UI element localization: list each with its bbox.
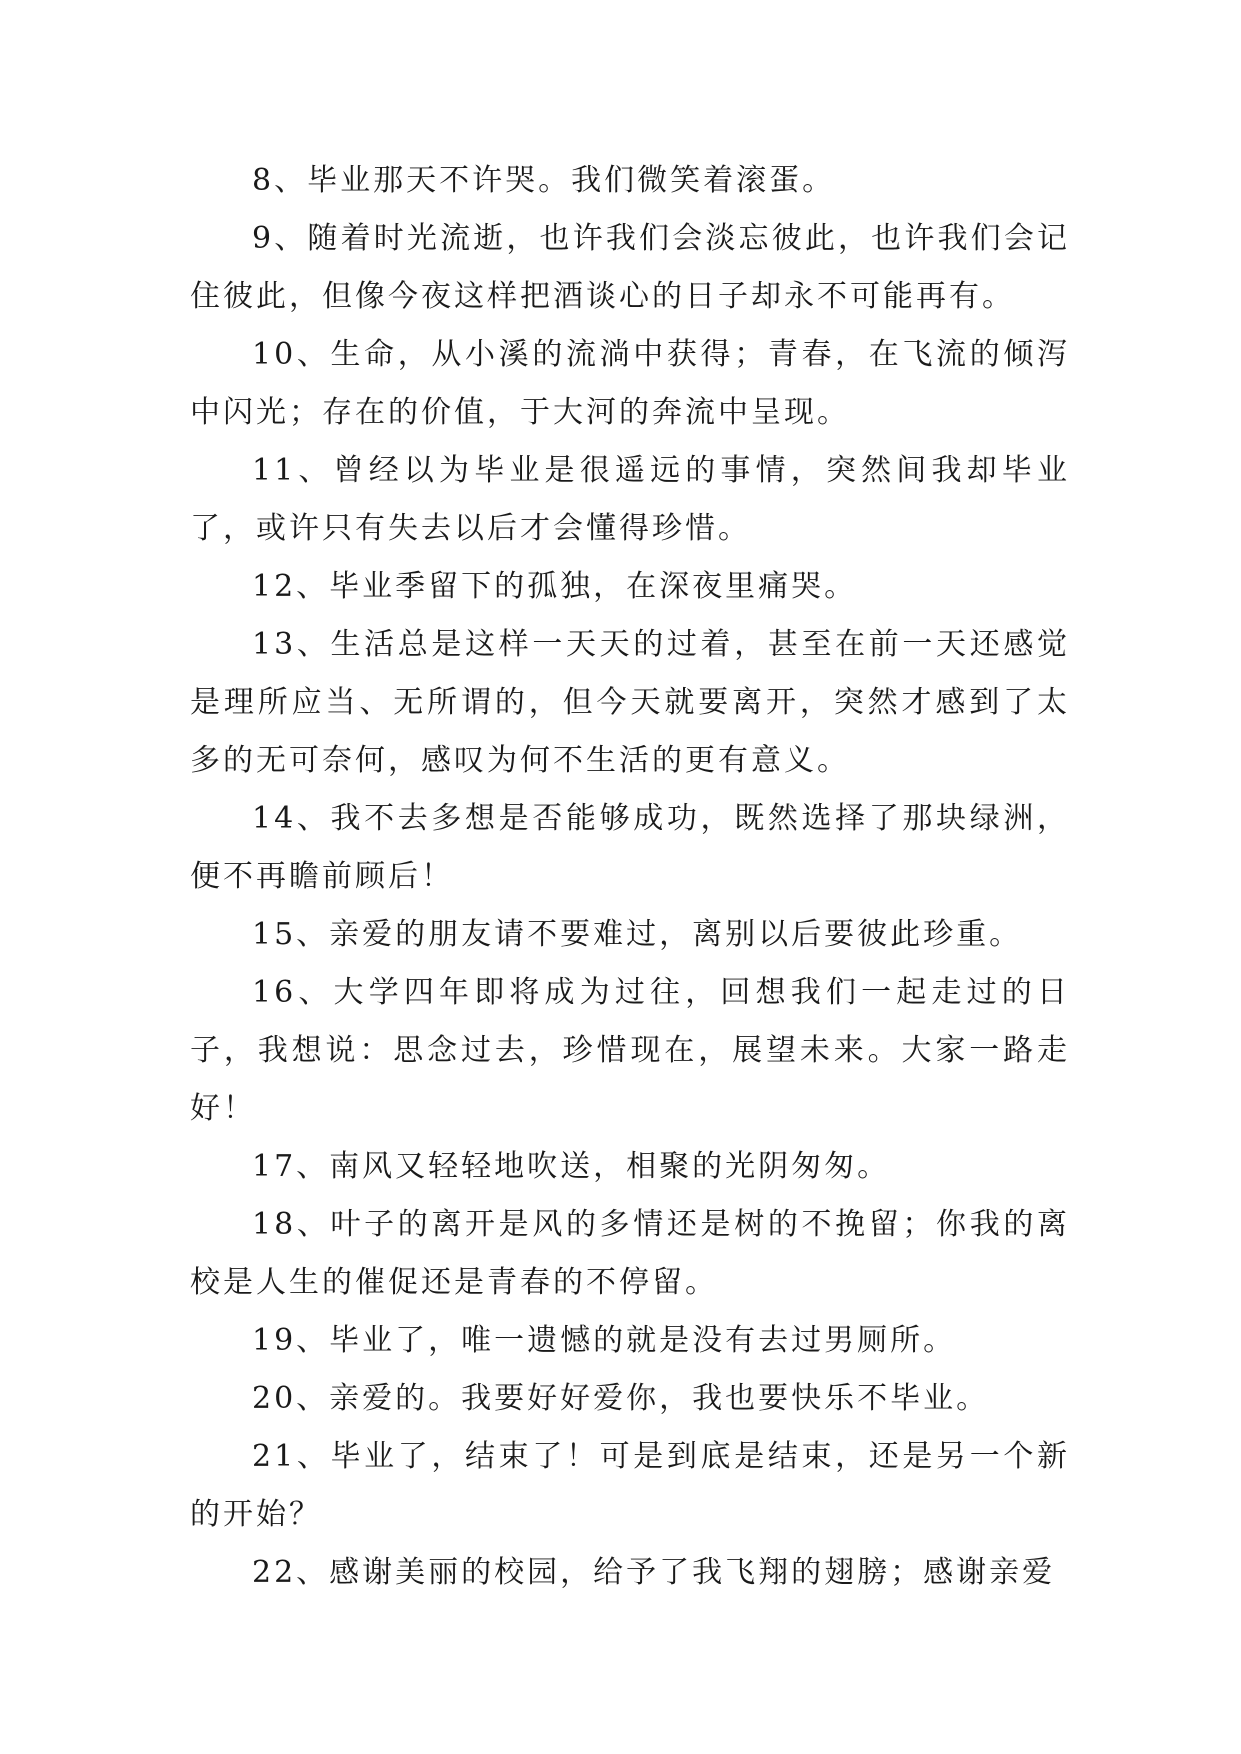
paragraph-19: 19、毕业了，唯一遗憾的就是没有去过男厕所。: [252, 1323, 957, 1358]
paragraph-10: 10、生命，从小溪的流淌中获得；青春，在飞流的倾泻中闪光；存在的价值，于大河的奔流中呈现。: [190, 337, 1070, 430]
paragraph-15: 15、亲爱的朋友请不要难过，离别以后要彼此珍重。: [252, 917, 1023, 952]
paragraph-8: 8、毕业那天不许哭。我们微笑着滚蛋。: [252, 163, 836, 198]
paragraph-20: 20、亲爱的。我要好好爱你，我也要快乐不毕业。: [252, 1381, 990, 1416]
paragraph-16: 16、大学四年即将成为过往，回想我们一起走过的日子，我想说：思念过去，珍惜现在，展望未来。大家一路走好！: [190, 975, 1070, 1126]
paragraph-22: 22、感谢美丽的校园，给予了我飞翔的翅膀；感谢亲爱: [252, 1555, 1056, 1590]
paragraph-18: 18、叶子的离开是风的多情还是树的不挽留；你我的离校是人生的催促还是青春的不停留。: [190, 1207, 1070, 1300]
paragraph-12: 12、毕业季留下的孤独，在深夜里痛哭。: [252, 569, 858, 604]
paragraph-13: 13、生活总是这样一天天的过着，甚至在前一天还感觉是理所应当、无所谓的，但今天就要离开，突然才感到了太多的无可奈何，感叹为何不生活的更有意义。: [190, 627, 1070, 778]
paragraph-14: 14、我不去多想是否能够成功，既然选择了那块绿洲，便不再瞻前顾后！: [190, 801, 1070, 894]
paragraph-11: 11、曾经以为毕业是很遥远的事情，突然间我却毕业了，或许只有失去以后才会懂得珍惜。: [190, 453, 1070, 546]
document-body: [190, 152, 1070, 1602]
paragraph-17: 17、南风又轻轻地吹送，相聚的光阴匆匆。: [252, 1149, 891, 1184]
paragraph-9: 9、随着时光流逝，也许我们会淡忘彼此，也许我们会记住彼此，但像今夜这样把酒谈心的日子却永不可能再有。: [190, 221, 1070, 314]
paragraph-21: 21、毕业了，结束了！可是到底是结束，还是另一个新的开始？: [190, 1439, 1070, 1532]
